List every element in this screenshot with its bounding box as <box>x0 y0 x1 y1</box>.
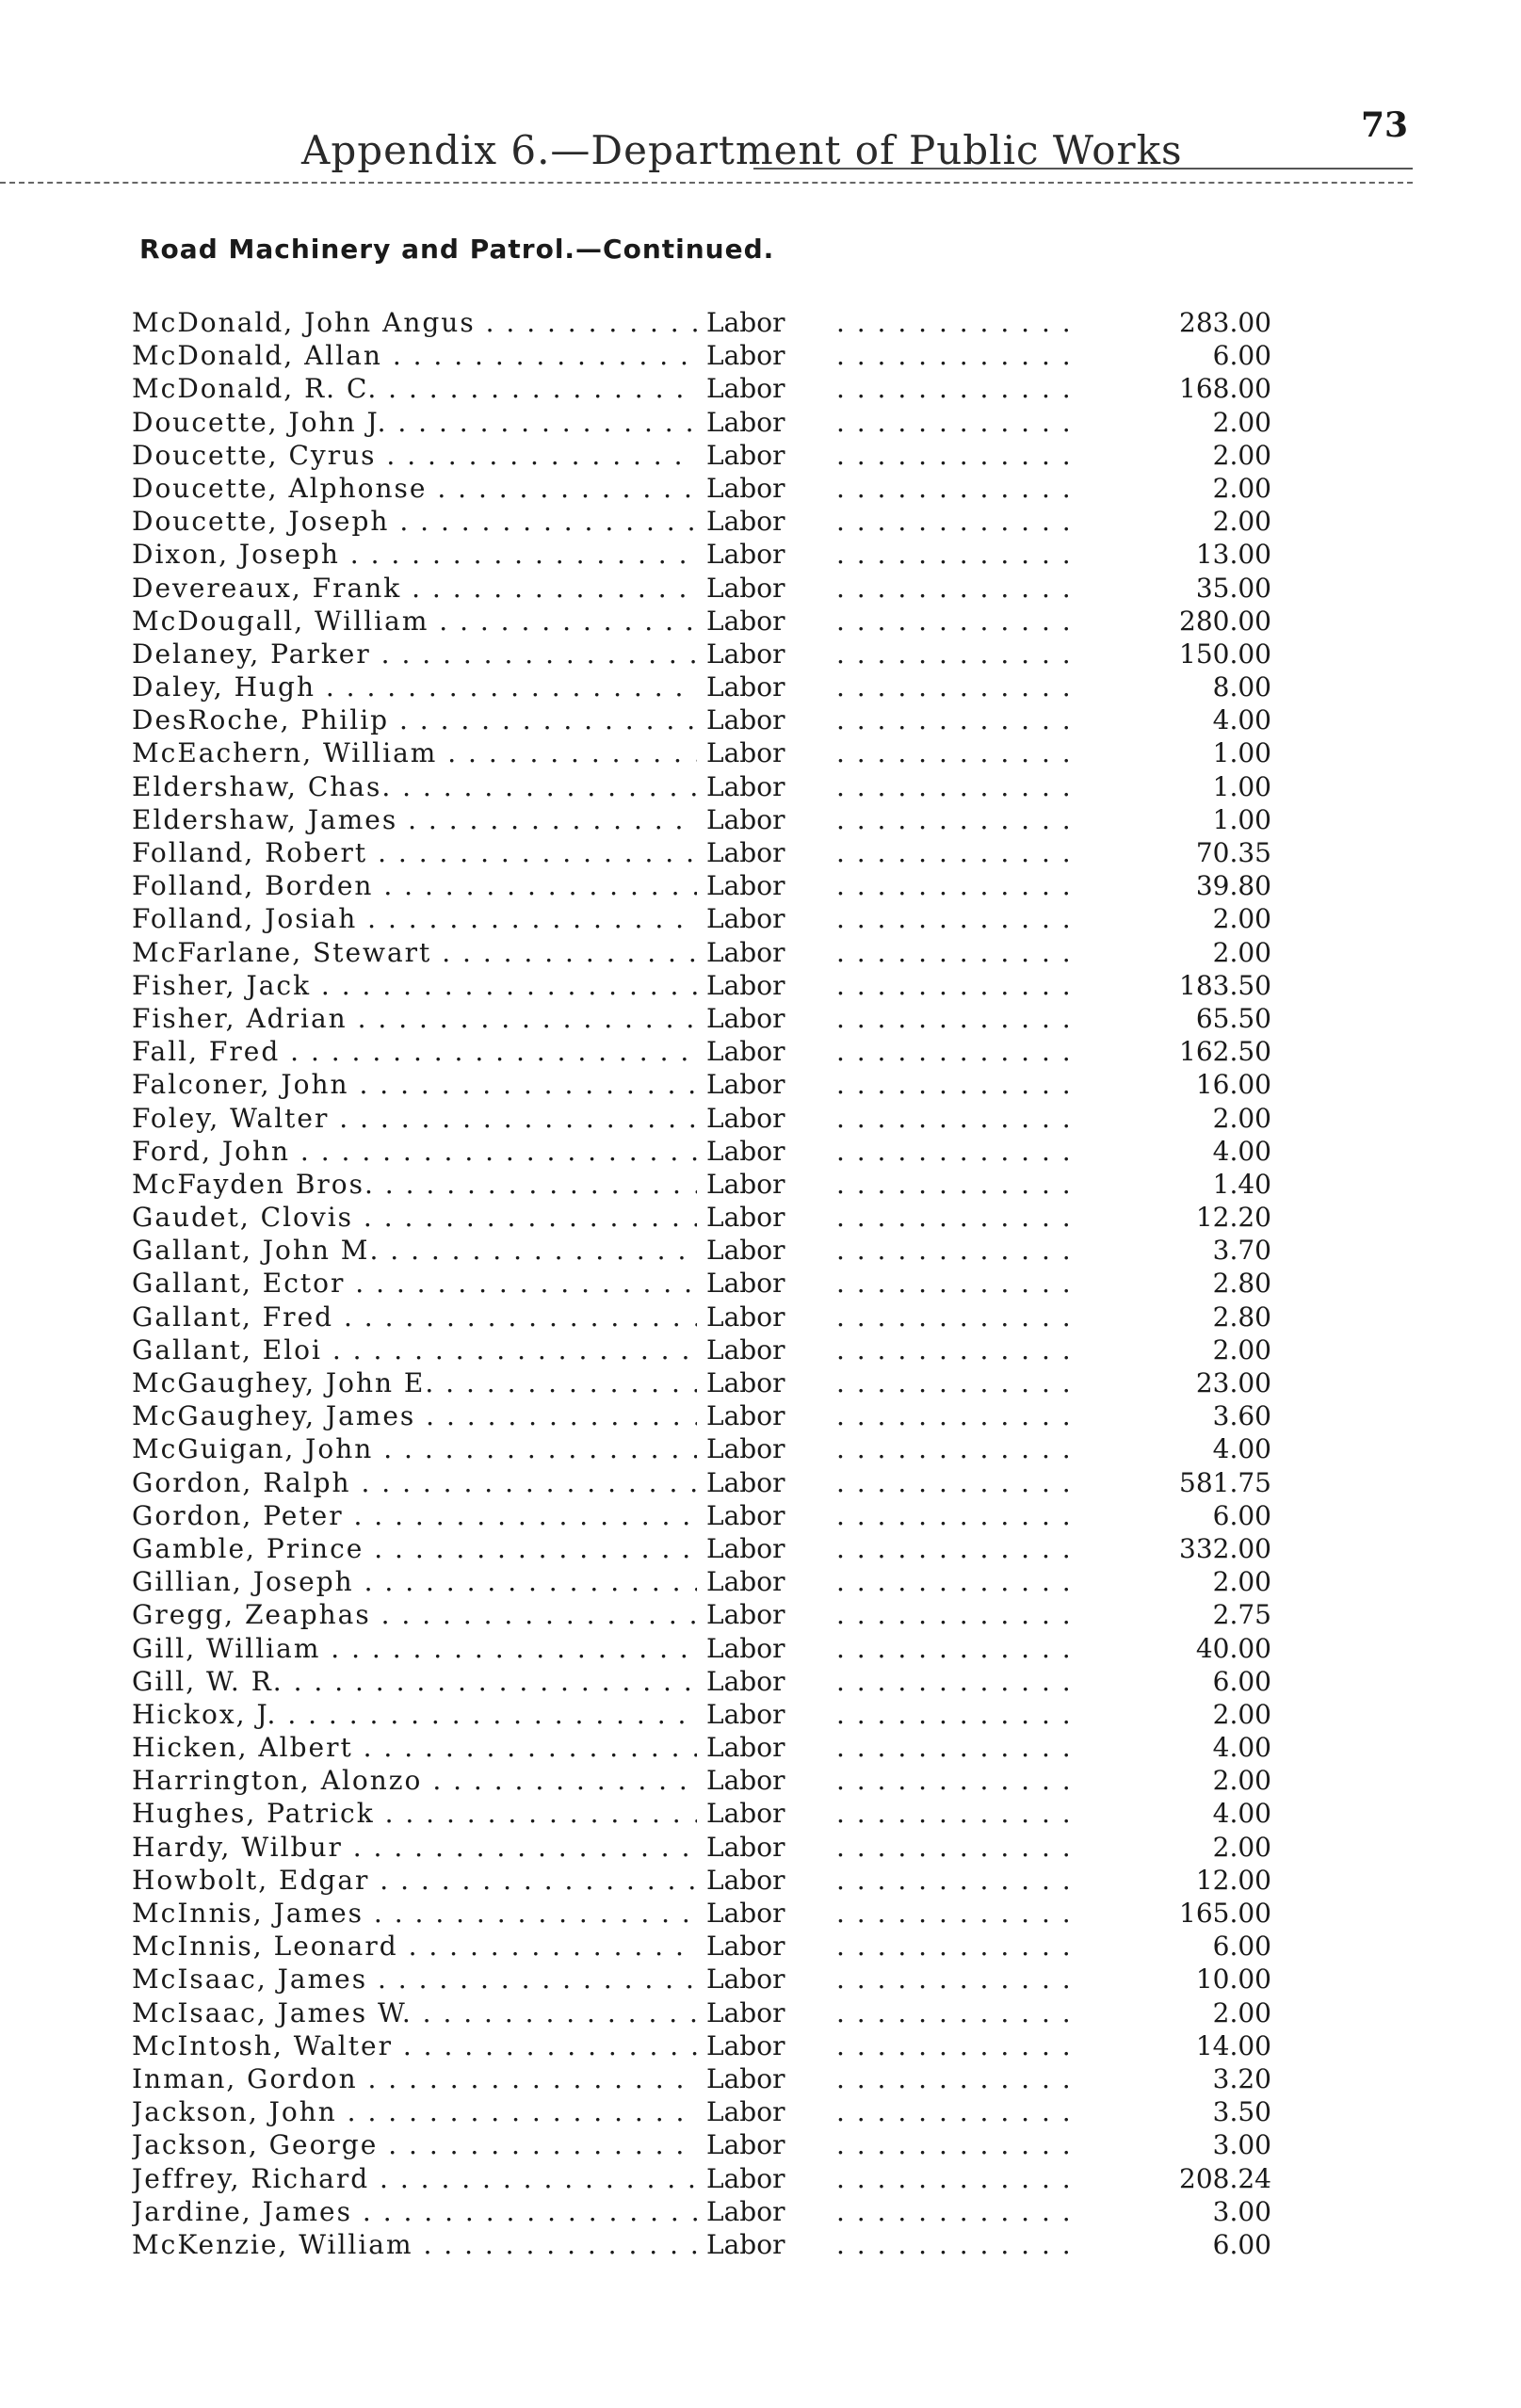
expense-item: Labor . . . <box>706 1135 1083 1168</box>
expense-item: Labor . . . <box>706 1764 1083 1797</box>
expense-item: Labor . . . <box>706 1632 1083 1665</box>
amount: 165.00 <box>1179 1898 1271 1929</box>
payee-name: Gallant, Eloi . . . <box>132 1333 697 1366</box>
payee-name: DesRoche, Philip . . . <box>132 703 697 736</box>
ledger-row <box>132 1764 1309 1797</box>
ledger-row <box>132 2062 1309 2095</box>
expense-item: Labor . . . <box>706 1432 1083 1465</box>
expense-item: Labor . . . <box>706 2128 1083 2161</box>
amount: 2.00 <box>1212 406 1271 438</box>
amount: 6.00 <box>1212 340 1271 372</box>
payee-name: Harrington, Alonzo . . . <box>132 1764 697 1797</box>
expense-item: Labor . . . <box>706 1930 1083 1963</box>
amount: 4.00 <box>1212 1433 1271 1465</box>
expense-item: Labor . . . <box>706 1598 1083 1631</box>
expense-item: Labor . . . <box>706 969 1083 1002</box>
expense-item: Labor . . . <box>706 869 1083 902</box>
header-rule <box>753 168 1413 170</box>
amount: 39.80 <box>1195 870 1271 902</box>
payee-name: McKenzie, William . . . <box>132 2228 697 2261</box>
amount: 280.00 <box>1179 605 1271 637</box>
expense-item: Labor . . . <box>706 1366 1083 1399</box>
amount: 3.00 <box>1212 2195 1271 2227</box>
payee-name: Doucette, John J. . . . <box>132 406 697 439</box>
amount: 2.00 <box>1212 1765 1271 1797</box>
payee-name: Hughes, Patrick . . . <box>132 1797 697 1830</box>
ledger-row <box>132 1565 1309 1598</box>
expense-item: Labor . . . <box>706 1267 1083 1300</box>
expense-item: Labor . . . <box>706 1831 1083 1864</box>
ledger-row <box>132 439 1309 472</box>
expense-item: Labor . . . <box>706 1698 1083 1731</box>
amount: 65.50 <box>1195 1002 1271 1034</box>
expense-item: Labor . . . <box>706 770 1083 803</box>
payee-name: Gordon, Ralph . . . <box>132 1466 697 1499</box>
expense-item: Labor . . . <box>706 1333 1083 1366</box>
ledger-row <box>132 1301 1309 1333</box>
amount: 2.80 <box>1212 1301 1271 1333</box>
ledger-row <box>132 1930 1309 1963</box>
amount: 2.00 <box>1212 439 1271 471</box>
expense-item: Labor . . . <box>706 703 1083 736</box>
payee-name: Jeffrey, Richard . . . <box>132 2162 697 2195</box>
payee-name: McGaughey, John E. . . . <box>132 1366 697 1399</box>
ledger-row <box>132 372 1309 405</box>
payee-name: Gaudet, Clovis . . . <box>132 1201 697 1234</box>
payee-name: Gallant, John M. . . . <box>132 1234 697 1267</box>
ledger-row <box>132 2095 1309 2128</box>
amount: 4.00 <box>1212 1732 1271 1764</box>
amount: 40.00 <box>1195 1632 1271 1664</box>
expense-item: Labor . . . <box>706 1035 1083 1068</box>
ledger-row <box>132 1267 1309 1300</box>
payee-name: Devereaux, Frank . . . <box>132 572 697 605</box>
payee-name: McGaughey, James . . . <box>132 1399 697 1432</box>
expense-item: Labor . . . <box>706 902 1083 935</box>
amount: 6.00 <box>1212 1931 1271 1963</box>
payee-name: Jardine, James . . . <box>132 2195 697 2228</box>
ledger-row <box>132 1035 1309 1068</box>
ledger-row <box>132 1366 1309 1399</box>
payee-name: Eldershaw, James . . . <box>132 803 697 836</box>
expense-item: Labor . . . <box>706 2029 1083 2062</box>
expense-item: Labor . . . <box>706 1234 1083 1267</box>
ledger-row <box>132 1632 1309 1665</box>
payee-name: McDonald, Allan . . . <box>132 339 697 372</box>
expense-item: Labor . . . <box>706 505 1083 538</box>
ledger-row <box>132 2029 1309 2062</box>
amount: 332.00 <box>1179 1532 1271 1564</box>
payee-name: Gill, William . . . <box>132 1632 697 1665</box>
expense-item: Labor . . . <box>706 2062 1083 2095</box>
expense-item: Labor . . . <box>706 472 1083 505</box>
amount: 1.00 <box>1212 803 1271 835</box>
ledger-row <box>132 936 1309 969</box>
amount: 1.00 <box>1212 770 1271 802</box>
amount: 10.00 <box>1195 1964 1271 1996</box>
payee-name: McIsaac, James W. . . . <box>132 1996 697 2029</box>
expense-item: Labor . . . <box>706 439 1083 472</box>
expense-item: Labor . . . <box>706 736 1083 769</box>
ledger-row <box>132 969 1309 1002</box>
payee-name: Eldershaw, Chas. . . . <box>132 770 697 803</box>
ledger-row <box>132 1831 1309 1864</box>
amount: 8.00 <box>1212 671 1271 703</box>
amount: 2.00 <box>1212 506 1271 538</box>
amount: 2.00 <box>1212 1102 1271 1134</box>
payee-name: McDonald, John Angus . . . <box>132 306 697 339</box>
amount: 2.75 <box>1212 1599 1271 1631</box>
amount: 12.20 <box>1195 1202 1271 1234</box>
ledger-row <box>132 1996 1309 2029</box>
amount: 1.40 <box>1212 1168 1271 1200</box>
payee-name: Inman, Gordon . . . <box>132 2062 697 2095</box>
ledger-row <box>132 339 1309 372</box>
payee-name: McIntosh, Walter . . . <box>132 2029 697 2062</box>
amount: 2.00 <box>1212 1831 1271 1863</box>
page-title: Appendix 6.—Department of Public Works <box>301 127 1183 173</box>
expense-item: Labor . . . <box>706 1897 1083 1930</box>
payee-name: Gallant, Fred . . . <box>132 1301 697 1333</box>
expense-item: Labor . . . <box>706 1002 1083 1035</box>
amount: 3.00 <box>1212 2129 1271 2161</box>
ledger-row <box>132 1731 1309 1764</box>
amount: 3.20 <box>1212 2062 1271 2094</box>
amount: 12.00 <box>1195 1864 1271 1896</box>
ledger-row <box>132 671 1309 703</box>
amount: 2.80 <box>1212 1268 1271 1300</box>
amount: 4.00 <box>1212 1135 1271 1167</box>
expense-item: Labor . . . <box>706 836 1083 869</box>
ledger-row <box>132 2162 1309 2195</box>
payee-name: Hickox, J. . . . <box>132 1698 697 1731</box>
ledger-row <box>132 2228 1309 2261</box>
expense-item: Labor . . . <box>706 1399 1083 1432</box>
amount: 2.00 <box>1212 472 1271 504</box>
ledger-row <box>132 869 1309 902</box>
ledger-row <box>132 803 1309 836</box>
payee-name: Foley, Walter . . . <box>132 1102 697 1135</box>
amount: 3.60 <box>1212 1400 1271 1432</box>
header-divider <box>0 182 1413 184</box>
ledger-row <box>132 1665 1309 1698</box>
ledger-row <box>132 1897 1309 1930</box>
expense-item: Labor . . . <box>706 1102 1083 1135</box>
expense-item: Labor . . . <box>706 605 1083 638</box>
expense-item: Labor . . . <box>706 1301 1083 1333</box>
amount: 4.00 <box>1212 1798 1271 1830</box>
expense-item: Labor . . . <box>706 2195 1083 2228</box>
expense-item: Labor . . . <box>706 1466 1083 1499</box>
ledger-row <box>132 1466 1309 1499</box>
expense-item: Labor . . . <box>706 1996 1083 2029</box>
payee-name: Gordon, Peter . . . <box>132 1499 697 1532</box>
expense-item: Labor . . . <box>706 1797 1083 1830</box>
expense-item: Labor . . . <box>706 803 1083 836</box>
payee-name: Folland, Borden . . . <box>132 869 697 902</box>
payee-name: Hardy, Wilbur . . . <box>132 1831 697 1864</box>
ledger-row <box>132 1333 1309 1366</box>
payee-name: Daley, Hugh . . . <box>132 671 697 703</box>
amount: 14.00 <box>1195 2029 1271 2061</box>
ledger-row <box>132 406 1309 439</box>
ledger-row <box>132 1135 1309 1168</box>
amount: 2.00 <box>1212 1698 1271 1730</box>
amount: 16.00 <box>1195 1069 1271 1101</box>
ledger-row <box>132 638 1309 671</box>
ledger-row <box>132 2128 1309 2161</box>
payee-name: Gallant, Ector . . . <box>132 1267 697 1300</box>
ledger-row <box>132 1499 1309 1532</box>
payee-name: Falconer, John . . . <box>132 1068 697 1101</box>
ledger-row <box>132 1234 1309 1267</box>
expense-item: Labor . . . <box>706 1201 1083 1234</box>
payee-name: Fall, Fred . . . <box>132 1035 697 1068</box>
expense-item: Labor . . . <box>706 1963 1083 1996</box>
amount: 581.75 <box>1179 1466 1271 1498</box>
ledger-row <box>132 1797 1309 1830</box>
payee-name: McEachern, William . . . <box>132 736 697 769</box>
ledger-row <box>132 2195 1309 2228</box>
ledger-row <box>132 1201 1309 1234</box>
payee-name: McIsaac, James . . . <box>132 1963 697 1996</box>
amount: 4.00 <box>1212 704 1271 736</box>
payee-name: McFayden Bros. . . . <box>132 1168 697 1201</box>
page-number: 73 <box>1361 105 1409 145</box>
ledger-row <box>132 902 1309 935</box>
ledger-row <box>132 306 1309 339</box>
amount: 3.70 <box>1212 1235 1271 1267</box>
ledger-row <box>132 1698 1309 1731</box>
ledger-row <box>132 1068 1309 1101</box>
payee-name: Folland, Josiah . . . <box>132 902 697 935</box>
payee-name: Delaney, Parker . . . <box>132 638 697 671</box>
payee-name: McInnis, James . . . <box>132 1897 697 1930</box>
payee-name: Dixon, Joseph . . . <box>132 538 697 571</box>
ledger-row <box>132 1598 1309 1631</box>
ledger-row <box>132 1102 1309 1135</box>
expense-item: Labor . . . <box>706 638 1083 671</box>
payee-name: Hicken, Albert . . . <box>132 1731 697 1764</box>
payee-name: Jackson, John . . . <box>132 2095 697 2128</box>
ledger-row <box>132 472 1309 505</box>
expense-item: Labor . . . <box>706 671 1083 703</box>
ledger-row <box>132 836 1309 869</box>
payee-name: McGuigan, John . . . <box>132 1432 697 1465</box>
amount: 2.00 <box>1212 903 1271 935</box>
payee-name: McFarlane, Stewart . . . <box>132 936 697 969</box>
amount: 35.00 <box>1195 572 1271 604</box>
payee-name: Ford, John . . . <box>132 1135 697 1168</box>
expense-item: Labor . . . <box>706 306 1083 339</box>
expense-item: Labor . . . <box>706 572 1083 605</box>
ledger-row <box>132 572 1309 605</box>
payee-name: Doucette, Alphonse . . . <box>132 472 697 505</box>
payee-name: McDougall, William . . . <box>132 605 697 638</box>
payee-name: Doucette, Joseph . . . <box>132 505 697 538</box>
expense-item: Labor . . . <box>706 1565 1083 1598</box>
payee-name: Fisher, Jack . . . <box>132 969 697 1002</box>
amount: 208.24 <box>1179 2162 1271 2194</box>
ledger-row <box>132 1002 1309 1035</box>
amount: 3.50 <box>1212 2096 1271 2128</box>
amount: 150.00 <box>1179 638 1271 670</box>
payee-name: McInnis, Leonard . . . <box>132 1930 697 1963</box>
expense-item: Labor . . . <box>706 1864 1083 1897</box>
ledger-row <box>132 1864 1309 1897</box>
expense-item: Labor . . . <box>706 1532 1083 1565</box>
ledger-row <box>132 1532 1309 1565</box>
payee-name: Gill, W. R. . . . <box>132 1665 697 1698</box>
payee-name: Howbolt, Edgar . . . <box>132 1864 697 1897</box>
payee-name: Doucette, Cyrus . . . <box>132 439 697 472</box>
amount: 2.00 <box>1212 1333 1271 1366</box>
ledger-row <box>132 1432 1309 1465</box>
amount: 2.00 <box>1212 936 1271 968</box>
payee-name: Fisher, Adrian . . . <box>132 1002 697 1035</box>
amount: 162.50 <box>1179 1036 1271 1068</box>
payee-name: McDonald, R. C. . . . <box>132 372 697 405</box>
expense-item: Labor . . . <box>706 1731 1083 1764</box>
ledger-list <box>132 306 1309 2261</box>
amount: 1.00 <box>1212 737 1271 769</box>
expense-item: Labor . . . <box>706 372 1083 405</box>
amount: 2.00 <box>1212 1566 1271 1598</box>
expense-item: Labor . . . <box>706 2228 1083 2261</box>
amount: 2.00 <box>1212 1996 1271 2028</box>
expense-item: Labor . . . <box>706 2095 1083 2128</box>
amount: 168.00 <box>1179 373 1271 405</box>
ledger-row <box>132 505 1309 538</box>
expense-item: Labor . . . <box>706 1665 1083 1698</box>
amount: 23.00 <box>1195 1367 1271 1398</box>
amount: 6.00 <box>1212 1665 1271 1697</box>
amount: 183.50 <box>1179 969 1271 1001</box>
ledger-row <box>132 538 1309 571</box>
ledger-row <box>132 1399 1309 1432</box>
payee-name: Gamble, Prince . . . <box>132 1532 697 1565</box>
payee-name: Jackson, George . . . <box>132 2128 697 2161</box>
ledger-row <box>132 1168 1309 1201</box>
expense-item: Labor . . . <box>706 936 1083 969</box>
amount: 6.00 <box>1212 2228 1271 2260</box>
expense-item: Labor . . . <box>706 406 1083 439</box>
expense-item: Labor . . . <box>706 1499 1083 1532</box>
section-title: Road Machinery and Patrol.—Continued. <box>139 234 775 265</box>
expense-item: Labor . . . <box>706 1168 1083 1201</box>
payee-name: Gillian, Joseph . . . <box>132 1565 697 1598</box>
expense-item: Labor . . . <box>706 339 1083 372</box>
payee-name: Folland, Robert . . . <box>132 836 697 869</box>
payee-name: Gregg, Zeaphas . . . <box>132 1598 697 1631</box>
amount: 6.00 <box>1212 1499 1271 1531</box>
ledger-row <box>132 770 1309 803</box>
expense-item: Labor . . . <box>706 1068 1083 1101</box>
amount: 13.00 <box>1195 539 1271 571</box>
ledger-row <box>132 703 1309 736</box>
amount: 283.00 <box>1179 307 1271 338</box>
ledger-row <box>132 1963 1309 1996</box>
amount: 70.35 <box>1195 837 1271 868</box>
expense-item: Labor . . . <box>706 2162 1083 2195</box>
expense-item: Labor . . . <box>706 538 1083 571</box>
ledger-row <box>132 605 1309 638</box>
ledger-row <box>132 736 1309 769</box>
